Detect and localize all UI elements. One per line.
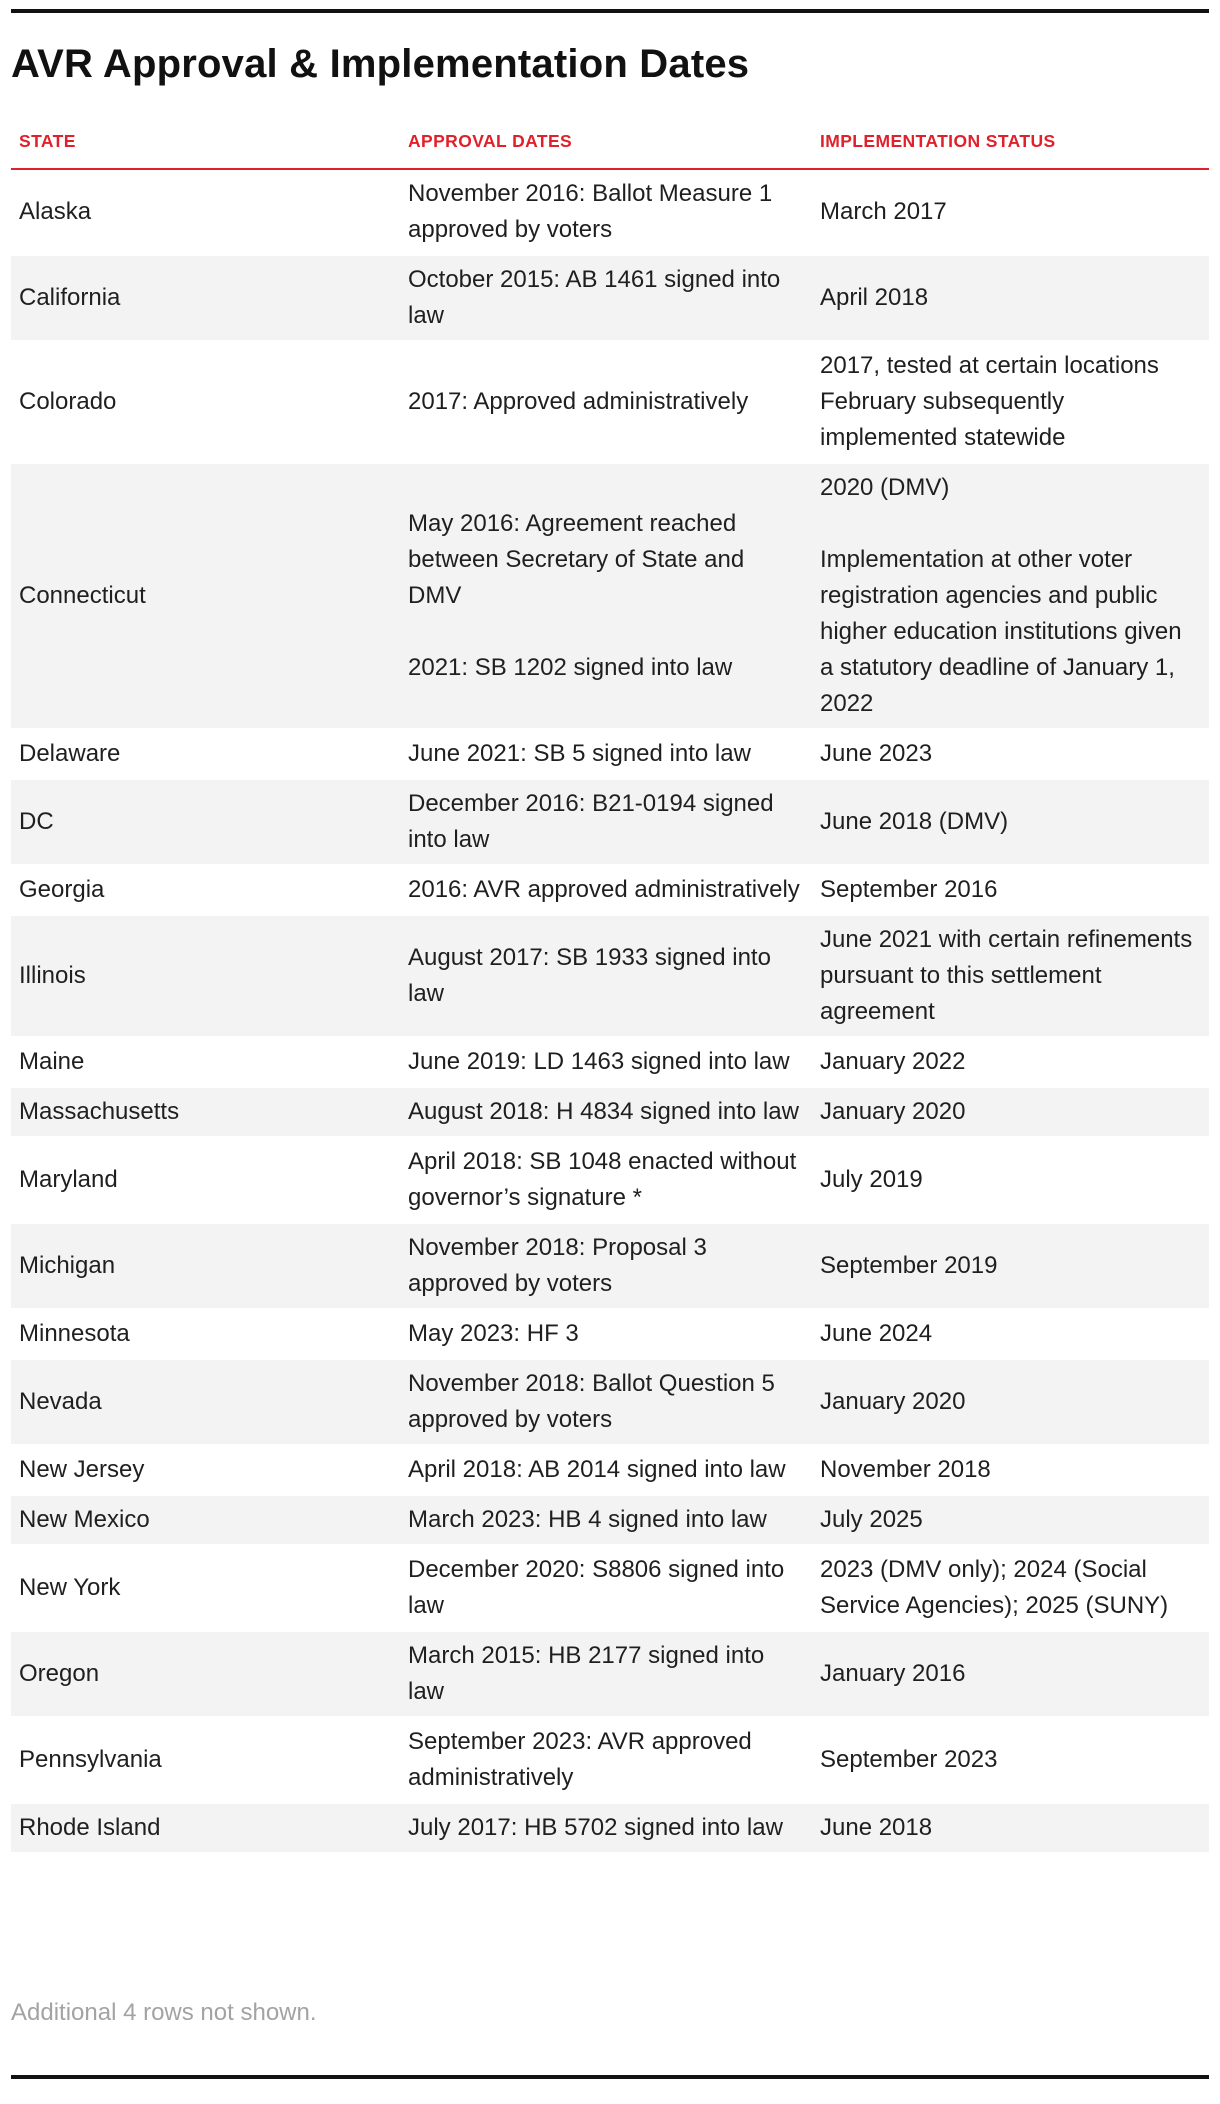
state-cell: Michigan xyxy=(11,1223,400,1309)
approval-cell: October 2015: AB 1461 signed into law xyxy=(400,255,812,341)
approval-cell: December 2016: B21-0194 signed into law xyxy=(400,779,812,865)
approval-cell: April 2018: SB 1048 enacted without governor’s signature * xyxy=(400,1137,812,1223)
approval-cell: November 2018: Proposal 3 approved by voters xyxy=(400,1223,812,1309)
implementation-cell: June 2018 xyxy=(812,1803,1209,1853)
table-row xyxy=(11,1717,1209,1803)
approval-cell: March 2015: HB 2177 signed into law xyxy=(400,1631,812,1717)
state-cell: Illinois xyxy=(11,915,400,1037)
approval-cell: May 2023: HF 3 xyxy=(400,1309,812,1359)
avr-table xyxy=(11,114,1209,1854)
approval-cell: August 2018: H 4834 signed into law xyxy=(400,1087,812,1137)
approval-cell: September 2023: AVR approved administratively xyxy=(400,1717,812,1803)
state-cell: DC xyxy=(11,779,400,865)
approval-cell: June 2021: SB 5 signed into law xyxy=(400,729,812,779)
table-row xyxy=(11,341,1209,463)
state-cell: Maine xyxy=(11,1037,400,1087)
state-cell: California xyxy=(11,255,400,341)
approval-cell: 2016: AVR approved administratively xyxy=(400,865,812,915)
table-row xyxy=(11,1037,1209,1087)
table-body xyxy=(11,169,1209,1853)
approval-cell: April 2018: AB 2014 signed into law xyxy=(400,1445,812,1495)
table-row xyxy=(11,1495,1209,1545)
state-cell: Delaware xyxy=(11,729,400,779)
state-cell: Colorado xyxy=(11,341,400,463)
table-row xyxy=(11,1359,1209,1445)
implementation-cell: January 2016 xyxy=(812,1631,1209,1717)
table-row xyxy=(11,1087,1209,1137)
state-cell: New York xyxy=(11,1545,400,1631)
bottom-rule xyxy=(11,2075,1209,2079)
implementation-cell: June 2023 xyxy=(812,729,1209,779)
table-header-row xyxy=(11,114,1209,169)
approval-cell: July 2017: HB 5702 signed into law xyxy=(400,1803,812,1853)
state-cell: Massachusetts xyxy=(11,1087,400,1137)
rows-not-shown-note: Additional 4 rows not shown. xyxy=(11,1999,317,2026)
approval-cell: November 2018: Ballot Question 5 approved by voters xyxy=(400,1359,812,1445)
state-cell: New Jersey xyxy=(11,1445,400,1495)
approval-cell: August 2017: SB 1933 signed into law xyxy=(400,915,812,1037)
implementation-cell: July 2019 xyxy=(812,1137,1209,1223)
state-cell: Minnesota xyxy=(11,1309,400,1359)
implementation-cell: January 2022 xyxy=(812,1037,1209,1087)
column-header-state: STATE xyxy=(11,114,400,169)
implementation-cell: September 2016 xyxy=(812,865,1209,915)
state-cell: Pennsylvania xyxy=(11,1717,400,1803)
state-cell: Nevada xyxy=(11,1359,400,1445)
approval-cell: May 2016: Agreement reached between Secretary of State and DMV 2021: SB 1202 signed into law xyxy=(400,463,812,729)
page-title: AVR Approval & Implementation Dates xyxy=(11,42,750,86)
top-rule xyxy=(11,9,1209,13)
implementation-cell: 2020 (DMV) Implementation at other voter registration agencies and public higher education institutions given a statutory deadline of January 1, 2022 xyxy=(812,463,1209,729)
state-cell: Maryland xyxy=(11,1137,400,1223)
table-row xyxy=(11,915,1209,1037)
implementation-cell: June 2018 (DMV) xyxy=(812,779,1209,865)
implementation-cell: 2023 (DMV only); 2024 (Social Service Agencies); 2025 (SUNY) xyxy=(812,1545,1209,1631)
implementation-cell: September 2019 xyxy=(812,1223,1209,1309)
table-row xyxy=(11,169,1209,255)
table-row xyxy=(11,779,1209,865)
table-row xyxy=(11,1545,1209,1631)
state-cell: Oregon xyxy=(11,1631,400,1717)
implementation-cell: November 2018 xyxy=(812,1445,1209,1495)
state-cell: Connecticut xyxy=(11,463,400,729)
table-row xyxy=(11,1223,1209,1309)
table-row xyxy=(11,463,1209,729)
state-cell: New Mexico xyxy=(11,1495,400,1545)
table-row xyxy=(11,255,1209,341)
table-row xyxy=(11,1309,1209,1359)
table-row xyxy=(11,865,1209,915)
approval-cell: December 2020: S8806 signed into law xyxy=(400,1545,812,1631)
implementation-cell: January 2020 xyxy=(812,1359,1209,1445)
table-row xyxy=(11,729,1209,779)
table-row xyxy=(11,1631,1209,1717)
implementation-cell: June 2024 xyxy=(812,1309,1209,1359)
state-cell: Georgia xyxy=(11,865,400,915)
approval-cell: 2017: Approved administratively xyxy=(400,341,812,463)
approval-cell: November 2016: Ballot Measure 1 approved by voters xyxy=(400,169,812,255)
implementation-cell: July 2025 xyxy=(812,1495,1209,1545)
implementation-cell: April 2018 xyxy=(812,255,1209,341)
approval-cell: March 2023: HB 4 signed into law xyxy=(400,1495,812,1545)
implementation-cell: June 2021 with certain refinements pursuant to this settlement agreement xyxy=(812,915,1209,1037)
table-row xyxy=(11,1137,1209,1223)
implementation-cell: 2017, tested at certain locations February subsequently implemented statewide xyxy=(812,341,1209,463)
table-row xyxy=(11,1445,1209,1495)
implementation-cell: March 2017 xyxy=(812,169,1209,255)
table-row xyxy=(11,1803,1209,1853)
column-header-implementation-status: IMPLEMENTATION STATUS xyxy=(812,114,1209,169)
implementation-cell: September 2023 xyxy=(812,1717,1209,1803)
column-header-approval-dates: APPROVAL DATES xyxy=(400,114,812,169)
state-cell: Alaska xyxy=(11,169,400,255)
implementation-cell: January 2020 xyxy=(812,1087,1209,1137)
approval-cell: June 2019: LD 1463 signed into law xyxy=(400,1037,812,1087)
state-cell: Rhode Island xyxy=(11,1803,400,1853)
